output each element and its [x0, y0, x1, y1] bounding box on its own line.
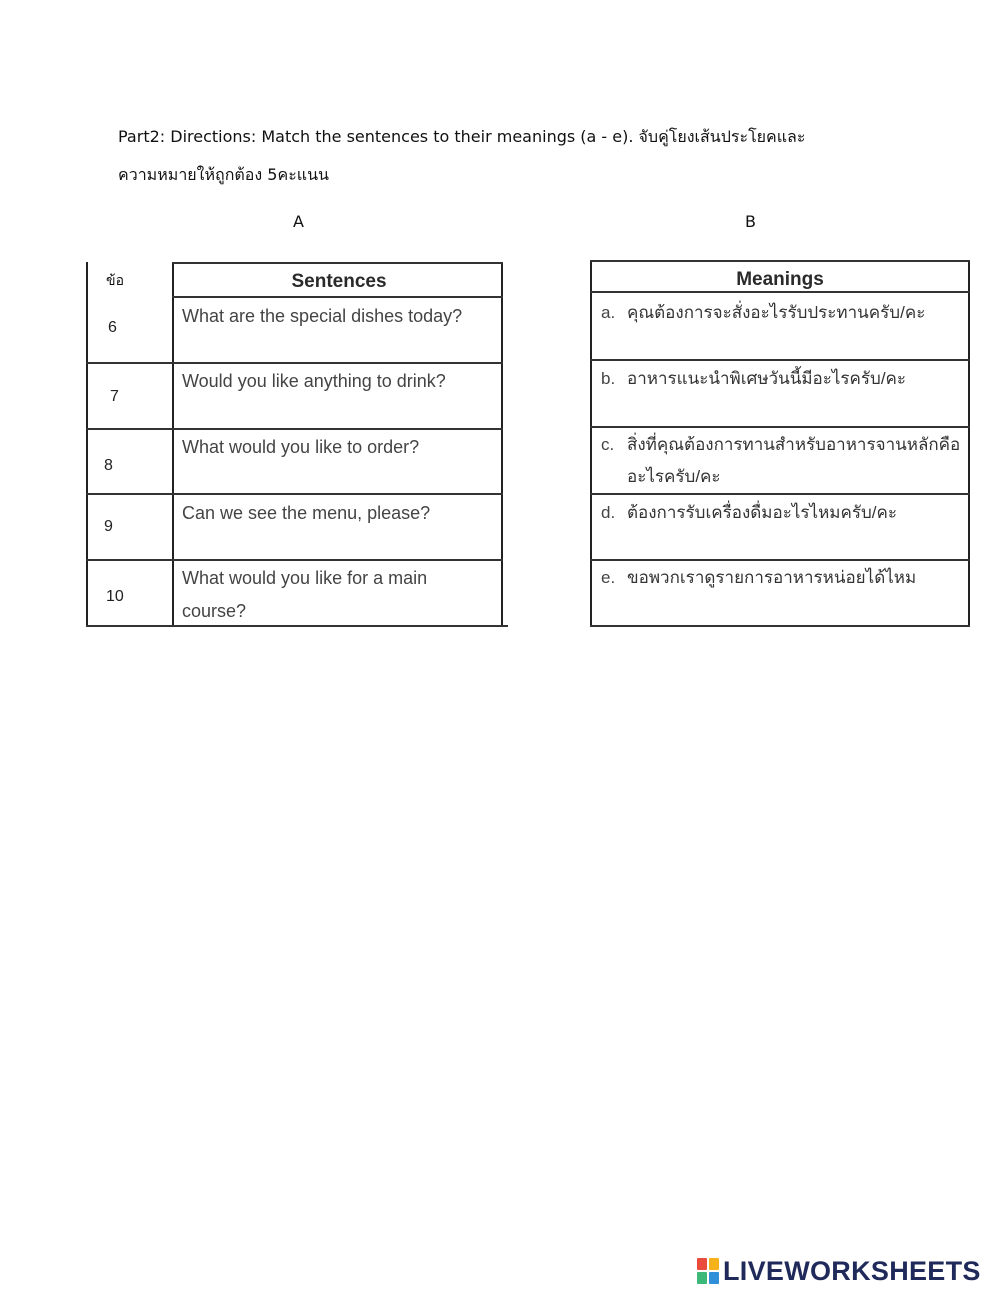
- sentence-text: What would you like to order?: [182, 437, 420, 457]
- meaning-text: สิ่งที่คุณต้องการทานสำหรับอาหารจานหลักคืออะไรครับ/คะ: [627, 435, 961, 486]
- meaning-row: [601, 297, 963, 329]
- number-column-header: ข้อ: [106, 272, 124, 288]
- meaning-text: อาหารแนะนำพิเศษวันนี้มีอะไรครับ/คะ: [627, 369, 907, 388]
- row-number: 7: [110, 388, 119, 405]
- meaning-text: ขอพวกเราดูรายการอาหารหน่อยได้ไหม: [627, 568, 917, 587]
- sentences-header: Sentences: [291, 271, 387, 292]
- meaning-text: ต้องการรับเครื่องดื่มอะไรไหมครับ/คะ: [627, 503, 898, 522]
- meaning-row: [601, 562, 963, 594]
- column-label-b: B: [745, 212, 756, 231]
- row-number: 10: [106, 588, 124, 605]
- sentences-table: [86, 262, 508, 627]
- logo-square: [709, 1258, 719, 1270]
- row-number: 8: [104, 457, 113, 474]
- row-number: 9: [104, 518, 113, 535]
- sentence-text: Would you like anything to drink?: [182, 371, 446, 391]
- meaning-letter: e.: [601, 568, 616, 587]
- liveworksheets-logo: [697, 1256, 981, 1286]
- meaning-letter: c.: [601, 435, 615, 454]
- directions: [118, 118, 918, 194]
- logo-square: [709, 1272, 719, 1284]
- sentence-text: What are the special dishes today?: [182, 306, 463, 326]
- directions-line-1: Part2: Directions: Match the sentences to their meanings (a - e). จับคู่โยงเส้นประโยคและ: [118, 127, 806, 146]
- logo-text: LIVEWORKSHEETS: [723, 1255, 981, 1286]
- meaning-letter: a.: [601, 303, 616, 322]
- sentence-text: What would you like for a main course?: [182, 568, 428, 621]
- meanings-header: Meanings: [736, 269, 824, 290]
- row-number: 6: [108, 319, 117, 336]
- meaning-letter: d.: [601, 503, 616, 522]
- logo-square: [697, 1272, 707, 1284]
- meaning-text: คุณต้องการจะสั่งอะไรรับประทานครับ/คะ: [627, 303, 926, 322]
- sentence-text: Can we see the menu, please?: [182, 503, 431, 523]
- meanings-table: [590, 260, 970, 627]
- meaning-row: [601, 497, 963, 529]
- logo-mark-icon: [697, 1258, 719, 1284]
- meaning-letter: b.: [601, 369, 616, 388]
- meaning-row: [601, 429, 963, 493]
- meaning-row: [601, 363, 963, 395]
- directions-line-2: ความหมายให้ถูกต้อง 5คะแนน: [118, 165, 329, 184]
- column-label-a: A: [293, 212, 304, 231]
- logo-square: [697, 1258, 707, 1270]
